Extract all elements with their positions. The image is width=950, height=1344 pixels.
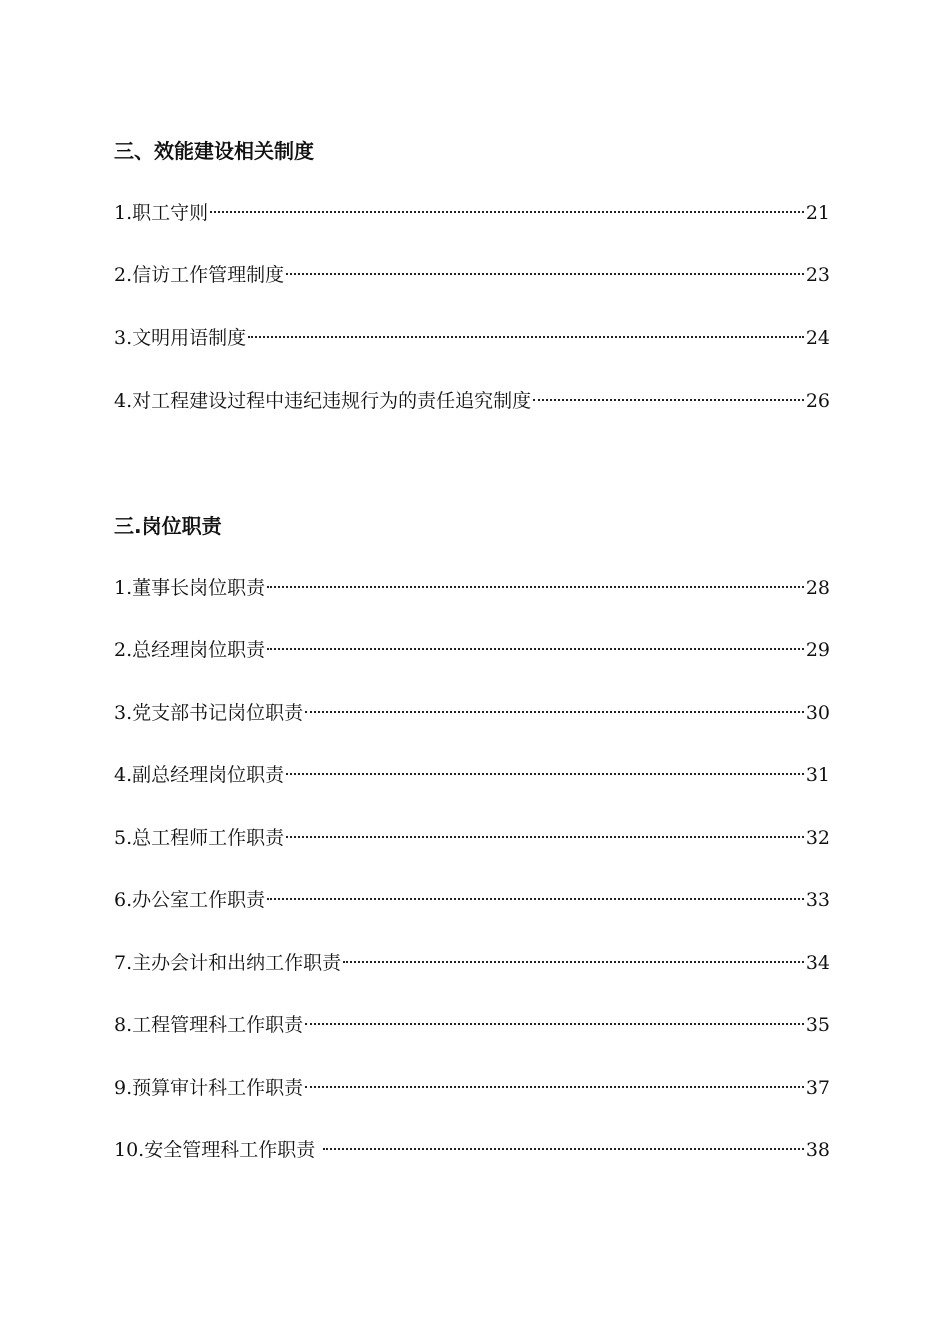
toc-entry[interactable] (114, 1136, 830, 1164)
toc-entry[interactable] (114, 324, 830, 352)
toc-entry[interactable] (114, 1011, 830, 1039)
toc-entry-page: 29 (805, 639, 830, 661)
toc-entry[interactable] (114, 949, 830, 977)
dot-leader (267, 898, 804, 900)
dot-leader (286, 773, 804, 775)
toc-entry-page: 30 (805, 702, 830, 724)
toc-entry-page: 26 (805, 390, 830, 412)
toc-entry-title: 3.党支部书记岗位职责 (114, 702, 304, 724)
toc-entry[interactable] (114, 387, 830, 415)
toc-entry[interactable] (114, 699, 830, 727)
section-heading-efficiency: 三、效能建设相关制度 (114, 139, 314, 163)
toc-entry-page: 35 (805, 1014, 830, 1036)
toc-entry-page: 33 (805, 889, 830, 911)
toc-entry-page: 37 (805, 1077, 830, 1099)
dot-leader (343, 961, 804, 963)
toc-entry[interactable] (114, 824, 830, 852)
dot-leader (286, 836, 804, 838)
toc-entry-title: 5.总工程师工作职责 (114, 827, 285, 849)
dot-leader (533, 399, 804, 401)
toc-entry-page: 24 (805, 327, 830, 349)
dot-leader (267, 586, 804, 588)
toc-entry[interactable] (114, 1074, 830, 1102)
dot-leader (210, 211, 804, 213)
toc-entry-title: 8.工程管理科工作职责 (114, 1014, 304, 1036)
toc-entry-page: 32 (805, 827, 830, 849)
toc-entry-title: 10.安全管理科工作职责 (114, 1139, 322, 1161)
toc-entry[interactable] (114, 199, 830, 227)
toc-entry-title: 1.董事长岗位职责 (114, 577, 266, 599)
dot-leader (267, 648, 804, 650)
toc-entry-title: 7.主办会计和出纳工作职责 (114, 952, 342, 974)
toc-entry-title: 4.对工程建设过程中违纪违规行为的责任追究制度 (114, 390, 532, 412)
toc-entry[interactable] (114, 574, 830, 602)
section-heading-job-duties: 三.岗位职责 (114, 514, 222, 538)
toc-entry-title: 9.预算审计科工作职责 (114, 1077, 304, 1099)
toc-entry-title: 4.副总经理岗位职责 (114, 764, 285, 786)
toc-entry-title: 1.职工守则 (114, 202, 209, 224)
toc-entry-page: 34 (805, 952, 830, 974)
dot-leader (286, 273, 804, 275)
dot-leader (323, 1148, 804, 1150)
toc-entry-page: 28 (805, 577, 830, 599)
dot-leader (305, 1086, 804, 1088)
toc-entry[interactable] (114, 761, 830, 789)
dot-leader (305, 711, 804, 713)
toc-entry-page: 23 (805, 264, 830, 286)
dot-leader (248, 336, 804, 338)
toc-entry-page: 31 (805, 764, 830, 786)
toc-entry-title: 2.信访工作管理制度 (114, 264, 285, 286)
toc-entry-title: 3.文明用语制度 (114, 327, 247, 349)
toc-entry-title: 2.总经理岗位职责 (114, 639, 266, 661)
toc-entry[interactable] (114, 261, 830, 289)
toc-entry-page: 21 (805, 202, 830, 224)
dot-leader (305, 1023, 804, 1025)
toc-entry[interactable] (114, 886, 830, 914)
toc-entry-title: 6.办公室工作职责 (114, 889, 266, 911)
toc-entry-page: 38 (805, 1139, 830, 1161)
toc-entry[interactable] (114, 636, 830, 664)
